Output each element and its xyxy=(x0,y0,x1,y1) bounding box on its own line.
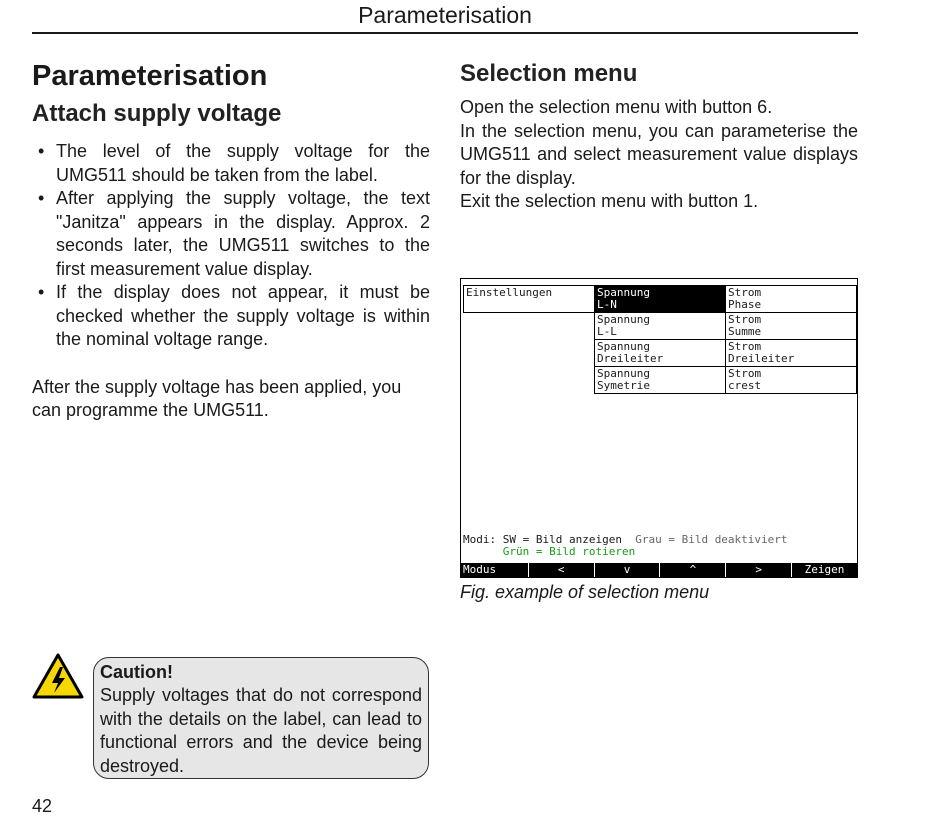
menu-cell-spannung-ln[interactable]: Spannung L-N xyxy=(594,285,726,313)
menu-cell-spannung-dreileiter[interactable]: Spannung Dreileiter xyxy=(594,339,726,367)
left-column xyxy=(32,56,430,423)
menu-label-einstellungen[interactable]: Einstellungen xyxy=(463,285,596,313)
menu-cell-strom-summe[interactable]: Strom Summe xyxy=(725,312,857,340)
list-item: • If the display does not appear, it must be checked whether the supply voltage is within the nominal voltage range. xyxy=(32,281,430,352)
running-header-title: Parameterisation xyxy=(358,2,532,28)
list-item: • After applying the supply voltage, the text "Janitza" appears in the display. Approx. 2 seconds later, the UMG511 switches to the first measurement value display. xyxy=(32,187,430,281)
caution-text: Supply voltages that do not correspond with the details on the label, can lead to functional errors and the device being destroyed. xyxy=(100,685,422,776)
modi-sw-text: SW = Bild anzeigen xyxy=(502,533,622,546)
caution-title: Caution! xyxy=(100,662,173,682)
menu-cell-spannung-ll[interactable]: Spannung L-L xyxy=(594,312,726,340)
running-header xyxy=(32,0,858,34)
supply-voltage-list xyxy=(32,140,430,352)
instruction-line: Exit the selection menu with button 1. xyxy=(460,191,759,211)
softkey-right[interactable]: > xyxy=(726,563,792,577)
modi-grau-text: Grau = Bild deaktiviert xyxy=(635,533,788,546)
list-item: • The level of the supply voltage for the UMG511 should be taken from the label. xyxy=(32,140,430,187)
softkey-bar xyxy=(461,563,857,577)
menu-cell-spannung-symetrie[interactable]: Spannung Symetrie xyxy=(594,366,726,394)
menu-cell-strom-dreileiter[interactable]: Strom Dreileiter xyxy=(725,339,857,367)
device-display xyxy=(460,278,858,578)
softkey-up[interactable]: ^ xyxy=(660,563,726,577)
instruction-line: Open the selection menu with button 6. xyxy=(460,97,773,117)
page-number: 42 xyxy=(32,796,53,816)
caution-box xyxy=(93,657,429,779)
softkey-modus[interactable]: Modus xyxy=(461,563,529,577)
section-title-selection-menu: Selection menu xyxy=(460,60,638,87)
modi-label: Modi: xyxy=(463,533,497,546)
figure-caption: Fig. example of selection menu xyxy=(460,582,710,602)
modi-legend xyxy=(463,534,788,558)
softkey-left[interactable]: < xyxy=(529,563,595,577)
page-title: Parameterisation xyxy=(32,60,268,92)
instruction-line: In the selection menu, you can parameterise the UMG511 and select measurement value displays for the display. xyxy=(460,120,858,188)
after-supply-text: After the supply voltage has been applied, you can programme the UMG511. xyxy=(32,376,402,420)
high-voltage-warning-icon xyxy=(32,653,84,699)
menu-cell-strom-crest[interactable]: Strom crest xyxy=(725,366,857,394)
right-column xyxy=(460,56,858,214)
modi-gruen-text: Grün = Bild rotieren xyxy=(502,545,636,558)
section-title-supply-voltage: Attach supply voltage xyxy=(32,100,282,127)
softkey-down[interactable]: v xyxy=(595,563,661,577)
softkey-zeigen[interactable]: Zeigen xyxy=(804,563,845,576)
menu-cell-strom-phase[interactable]: Strom Phase xyxy=(725,285,857,313)
